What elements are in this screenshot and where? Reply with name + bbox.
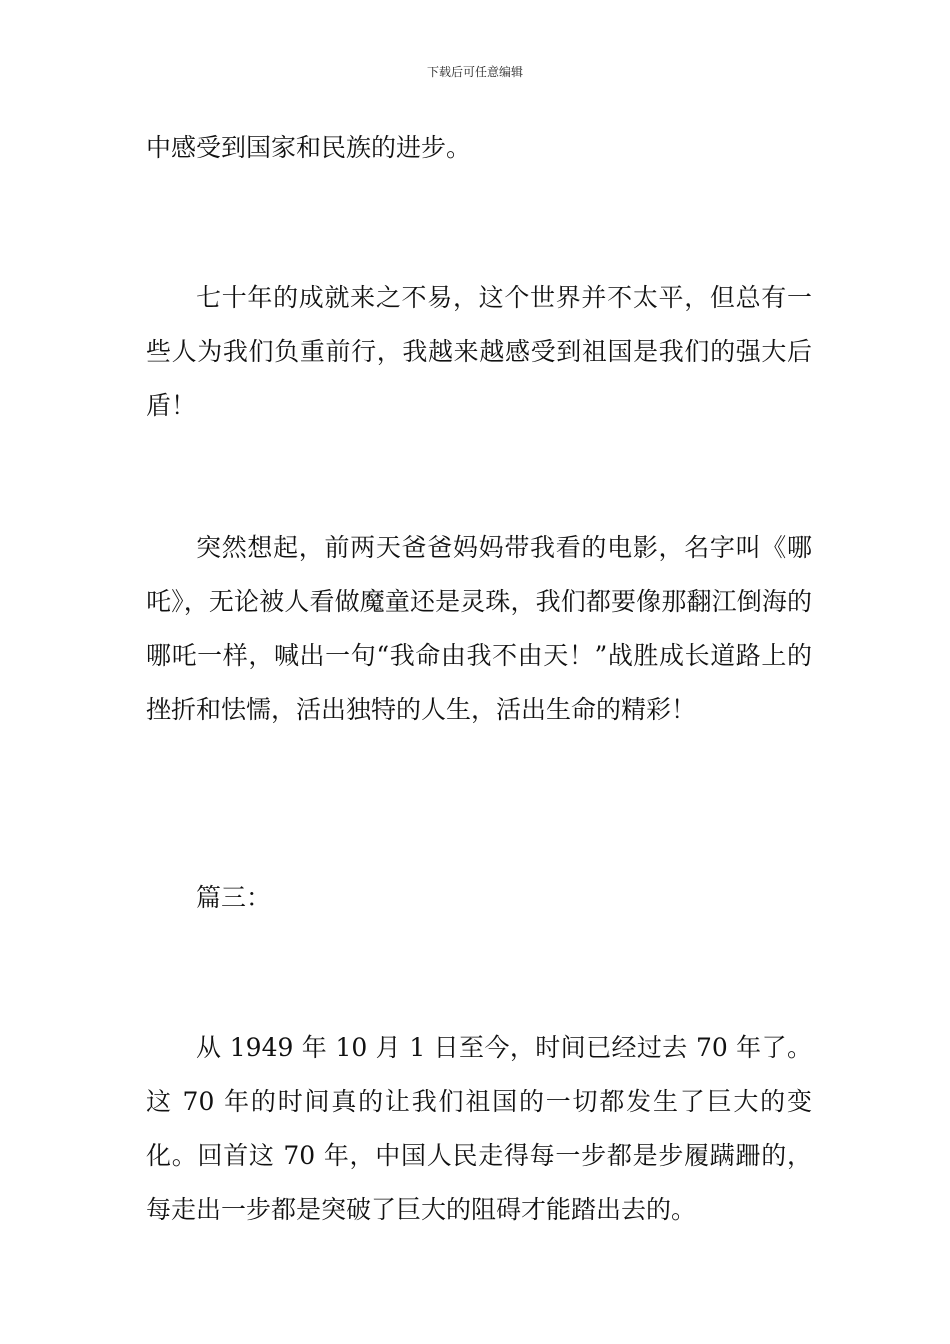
paragraph-continuation: 中感受到国家和民族的进步。 [146,133,472,162]
paragraph-achievements: 七十年的成就来之不易，这个世界并不太平，但总有一些人为我们负重前行，我越来越感受到祖国是我们的强大后盾！ [146,283,812,420]
page-header: 下载后可任意编辑 [426,65,523,79]
paragraph-seventy-years: 从 1949 年 10 月 1 日至今，时间已经过去 70 年了。这 70 年的时间真的让我们祖国的一切都发生了巨大的变化。回首这 70 年，中国人民走得每一步都是步履蹒跚的，每走出一步都是突破了巨大的阻碍才能踏出去的。 [146,1033,812,1224]
paragraph-nezha: 突然想起，前两天爸爸妈妈带我看的电影，名字叫《哪吒》，无论被人看做魔童还是灵珠，我们都要像那翻江倒海的哪吒一样，喊出一句“我命由我不由天！”战胜成长道路上的挫折和怯懦，活出独特的人生，活出生命的精彩！ [146,533,812,724]
section-heading: 篇三： [196,883,272,912]
